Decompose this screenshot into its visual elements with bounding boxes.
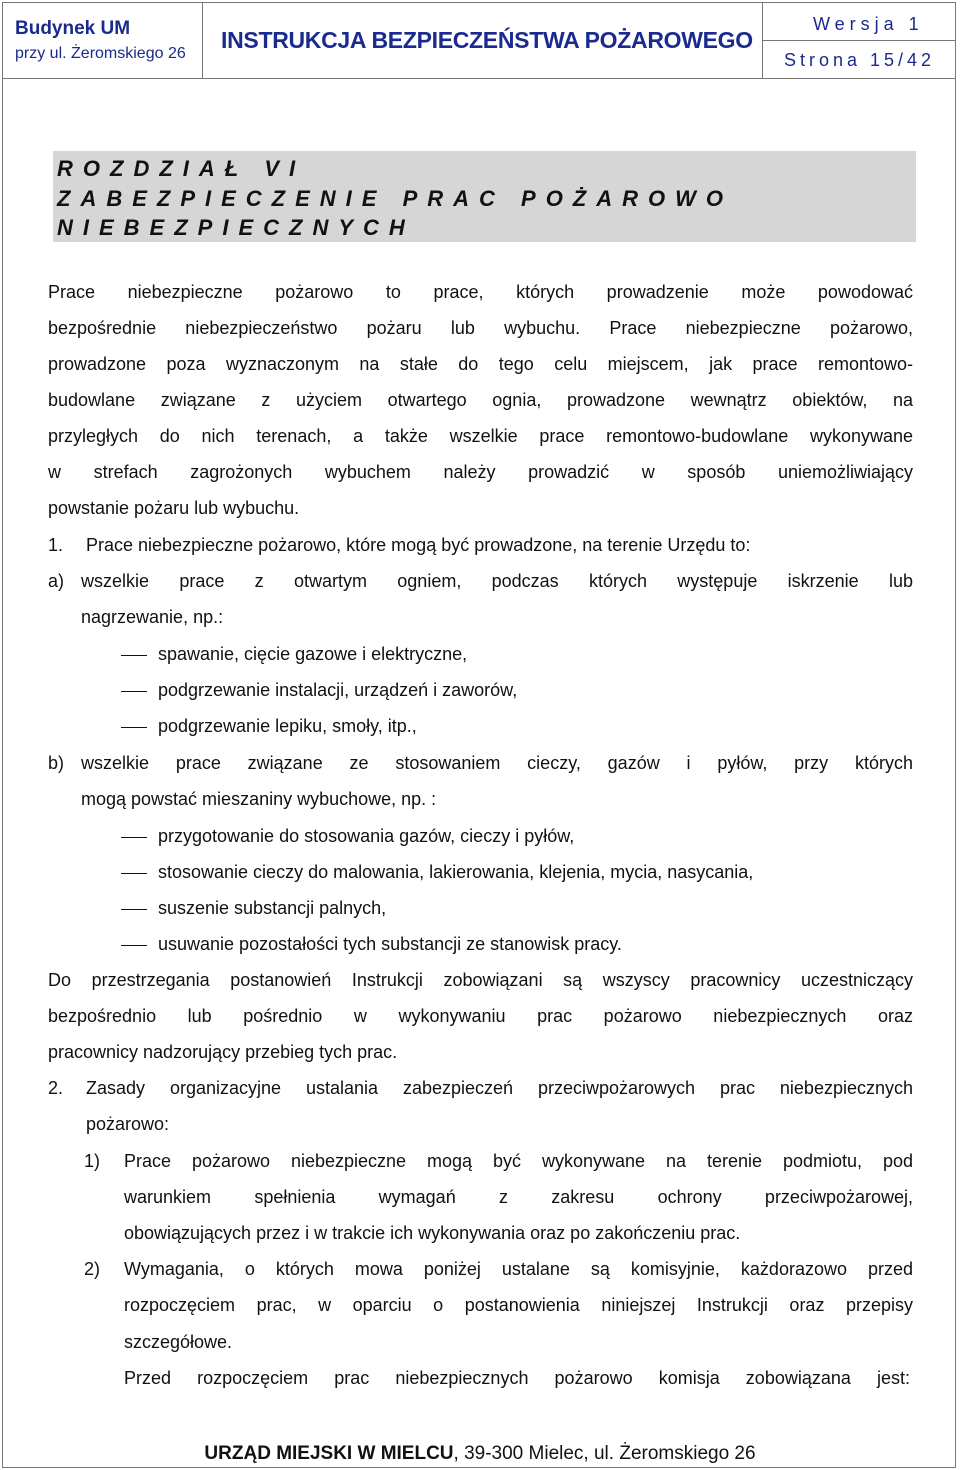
list-item: podgrzewanie instalacji, urządzeń i zaworów, bbox=[158, 680, 518, 700]
header-building-cell bbox=[2, 2, 203, 78]
list-item: usuwanie pozostałości tych substancji ze stanowisk pracy. bbox=[158, 934, 622, 954]
header-meta-cell bbox=[763, 2, 956, 78]
chapter-title-line1: ZABEZPIECZENIE PRAC POŻAROWO bbox=[57, 186, 734, 211]
intro-line: powstanie pożaru lub wybuchu. bbox=[48, 498, 300, 518]
point1a-label: a) bbox=[48, 571, 65, 591]
chapter-heading bbox=[53, 151, 916, 242]
list-item: spawanie, cięcie gazowe i elektryczne, bbox=[158, 644, 468, 664]
point2-sub1-label: 1) bbox=[84, 1151, 101, 1171]
list-item: suszenie substancji palnych, bbox=[158, 898, 387, 918]
intro-line: Prace niebezpieczne pożarowo to prace, których prowadzenie może powodować bbox=[48, 282, 913, 302]
building-name: Budynek UM bbox=[15, 18, 131, 39]
footer-address: , 39-300 Mielec, ul. Żeromskiego 26 bbox=[453, 1443, 756, 1464]
list-dash bbox=[121, 727, 147, 728]
obligation-line: bezpośrednio lub pośrednio w wykonywaniu prac pożarowo niebezpiecznych oraz bbox=[48, 1006, 913, 1026]
point1b-line: wszelkie prace związane ze stosowaniem cieczy, gazów i pyłów, przy których bbox=[81, 753, 913, 773]
point1b-label: b) bbox=[48, 753, 65, 773]
page-number: Strona 15/42 bbox=[783, 50, 936, 70]
list-item: podgrzewanie lepiku, smoły, itp., bbox=[158, 716, 417, 736]
intro-line: przyległych do nich terenach, a także wszelkie prace remontowo-budowlane wykonywane bbox=[48, 426, 913, 446]
obligation-line: pracownicy nadzorujący przebieg tych prac. bbox=[48, 1042, 398, 1062]
point2-sub2-line: szczegółowe. bbox=[124, 1332, 233, 1352]
list-dash bbox=[121, 837, 147, 838]
point2-sub2-line: Wymagania, o których mowa poniżej ustalane są komisyjnie, każdorazowo przed bbox=[124, 1259, 913, 1279]
intro-line: prowadzone poza wyznaczonym na stałe do tego celu miejscem, jak prace remontowo- bbox=[48, 354, 913, 374]
list-item: stosowanie cieczy do malowania, lakierowania, klejenia, mycia, nasycania, bbox=[158, 862, 754, 882]
point2-sub2-label: 2) bbox=[84, 1259, 101, 1279]
document-version: Wersja 1 bbox=[813, 14, 924, 34]
list-dash bbox=[121, 945, 147, 946]
point1-number: 1. bbox=[48, 535, 64, 555]
chapter-title-line2: NIEBEZPIECZNYCH bbox=[57, 215, 415, 240]
point2-sub1-line: Prace pożarowo niebezpieczne mogą być wykonywane na terenie podmiotu, pod bbox=[124, 1151, 913, 1171]
point2-line: pożarowo: bbox=[86, 1114, 170, 1134]
list-dash bbox=[121, 873, 147, 874]
list-item: przygotowanie do stosowania gazów, cieczy i pyłów, bbox=[158, 826, 575, 846]
obligation-line: Do przestrzegania postanowień Instrukcji zobowiązani są wszyscy pracownicy uczestniczący bbox=[48, 970, 913, 990]
list-dash bbox=[121, 655, 147, 656]
building-address: przy ul. Żeromskiego 26 bbox=[15, 45, 186, 62]
header-title-cell bbox=[203, 2, 763, 78]
point2-number: 2. bbox=[48, 1078, 64, 1098]
list-dash bbox=[121, 909, 147, 910]
page-footer bbox=[0, 1443, 960, 1465]
point1b-line: mogą powstać mieszaniny wybuchowe, np. : bbox=[81, 789, 437, 809]
point2-line: Zasady organizacyjne ustalania zabezpieczeń przeciwpożarowych prac niebezpiecznych bbox=[86, 1078, 913, 1098]
intro-line: w strefach zagrożonych wybuchem należy prowadzić w sposób uniemożliwiający bbox=[48, 462, 913, 482]
chapter-number: ROZDZIAŁ VI bbox=[57, 156, 306, 181]
list-dash bbox=[121, 691, 147, 692]
point1a-line: nagrzewanie, np.: bbox=[81, 607, 224, 627]
footer-institution: URZĄD MIEJSKI W MIELCU bbox=[204, 1443, 454, 1464]
page-header bbox=[2, 2, 956, 79]
point2-sub1-line: warunkiem spełnienia wymagań z zakresu ochrony przeciwpożarowej, bbox=[124, 1187, 913, 1207]
intro-line: bezpośrednie niebezpieczeństwo pożaru lub wybuchu. Prace niebezpieczne pożarowo, bbox=[48, 318, 913, 338]
point2-sub1-line: obowiązujących przez i w trakcie ich wykonywania oraz po zakończeniu prac. bbox=[124, 1223, 741, 1243]
point2-sub2-line: rozpoczęciem prac, w oparciu o postanowienia niniejszej Instrukcji oraz przepisy bbox=[124, 1295, 913, 1315]
point1-text: Prace niebezpieczne pożarowo, które mogą być prowadzone, na terenie Urzędu to: bbox=[86, 535, 751, 555]
intro-line: budowlane związane z użyciem otwartego ognia, prowadzone wewnątrz obiektów, na bbox=[48, 390, 913, 410]
document-title: INSTRUKCJA BEZPIECZEŃSTWA POŻAROWEGO bbox=[221, 27, 753, 53]
header-divider bbox=[763, 40, 956, 41]
point1a-line: wszelkie prace z otwartym ogniem, podczas których występuje iskrzenie lub bbox=[81, 571, 913, 591]
point2-closing: Przed rozpoczęciem prac niebezpiecznych pożarowo komisja zobowiązana jest: bbox=[124, 1368, 910, 1388]
